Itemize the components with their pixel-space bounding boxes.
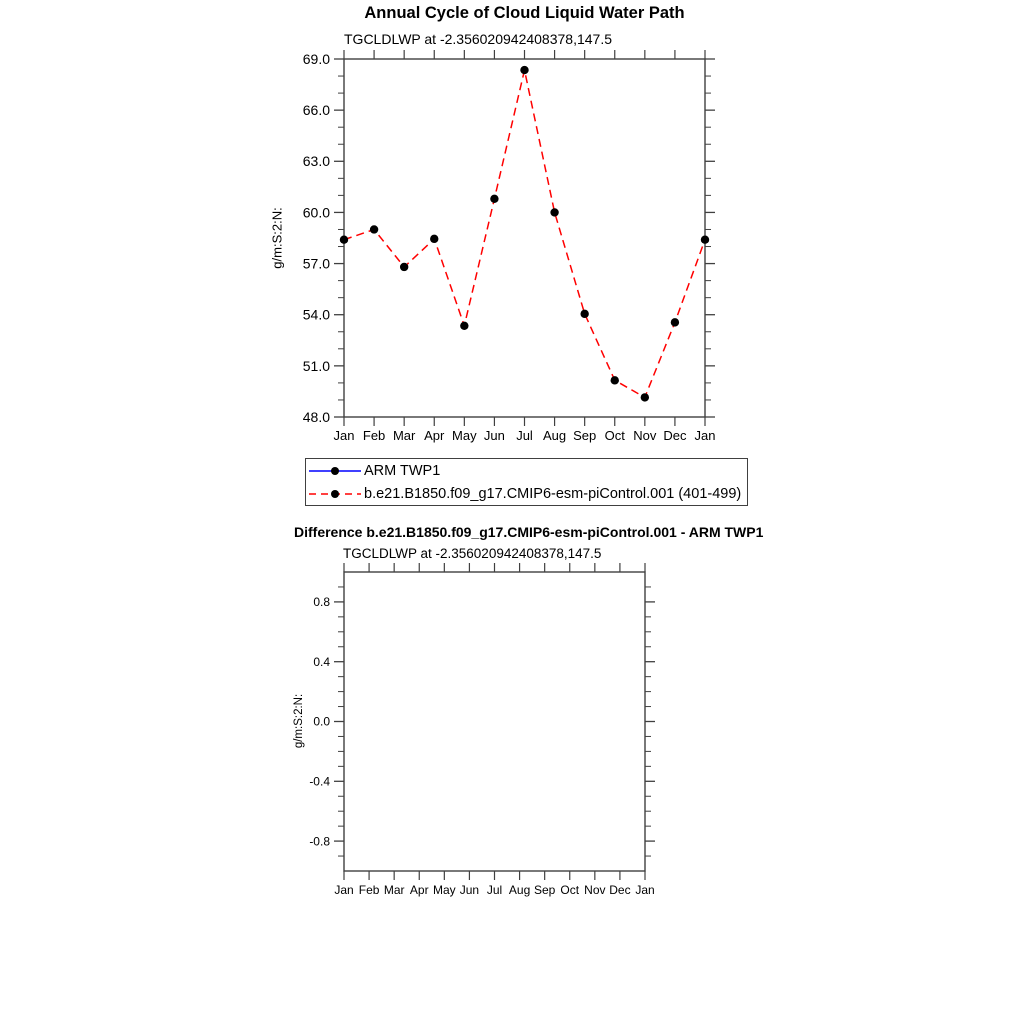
difference-x-tick-label: Jul bbox=[486, 883, 503, 897]
legend-sample-arm-line-icon bbox=[308, 465, 362, 477]
difference-y-tick-label: 0.0 bbox=[313, 714, 330, 729]
top-data-point-mar-2 bbox=[400, 263, 408, 271]
legend-sample-model-line-icon bbox=[308, 488, 362, 500]
difference-x-tick-label: Sep bbox=[533, 883, 556, 897]
top-data-point-may-4 bbox=[460, 322, 468, 330]
difference-chart-subtitle: TGCLDLWP at -2.356020942408378,147.5 bbox=[343, 546, 602, 561]
top-x-tick-label: Jun bbox=[483, 428, 505, 443]
chart-legend bbox=[305, 458, 748, 506]
difference-x-tick-label: Aug bbox=[508, 883, 531, 897]
top-data-point-jul-6 bbox=[520, 66, 528, 74]
top-y-tick-label: 57.0 bbox=[302, 255, 330, 272]
legend-item-model bbox=[308, 482, 747, 505]
difference-x-tick-label: Oct bbox=[560, 883, 580, 897]
top-chart-subtitle: TGCLDLWP at -2.356020942408378,147.5 bbox=[344, 31, 613, 47]
top-x-tick-label: Aug bbox=[543, 428, 567, 443]
top-data-point-aug-7 bbox=[550, 208, 558, 216]
top-y-tick-label: 60.0 bbox=[302, 204, 330, 221]
top-data-point-jan-0 bbox=[340, 236, 348, 244]
difference-plot-frame bbox=[344, 572, 645, 871]
difference-y-tick-label: 0.4 bbox=[313, 654, 330, 669]
top-y-tick-label: 66.0 bbox=[302, 102, 330, 119]
top-data-point-nov-10 bbox=[641, 393, 649, 401]
top-series-line bbox=[344, 70, 705, 397]
top-x-tick-label: Feb bbox=[362, 428, 386, 443]
top-plot-frame bbox=[344, 59, 705, 417]
legend-label-model: b.e21.B1850.f09_g17.CMIP6-esm-piControl.001 (401-499) bbox=[364, 485, 742, 502]
top-x-tick-label: Jul bbox=[516, 428, 533, 443]
top-x-tick-label: Sep bbox=[573, 428, 597, 443]
difference-y-tick-label: -0.4 bbox=[309, 774, 330, 789]
top-x-tick-label: Mar bbox=[392, 428, 416, 443]
difference-x-tick-label: Nov bbox=[584, 883, 606, 897]
top-y-tick-label: 51.0 bbox=[302, 357, 330, 374]
difference-x-tick-label: Jan bbox=[635, 883, 655, 897]
top-data-point-oct-9 bbox=[611, 376, 619, 384]
top-data-point-feb-1 bbox=[370, 225, 378, 233]
top-chart-y-axis-label: g/m:S:2:N: bbox=[269, 207, 285, 269]
difference-x-tick-label: May bbox=[432, 883, 456, 897]
legend-label-arm-twp1: ARM TWP1 bbox=[364, 462, 441, 479]
top-data-point-apr-3 bbox=[430, 235, 438, 243]
top-y-tick-label: 48.0 bbox=[302, 408, 330, 425]
top-x-tick-label: Jan bbox=[333, 428, 355, 443]
top-x-tick-label: Dec bbox=[663, 428, 687, 443]
difference-y-tick-label: -0.8 bbox=[309, 834, 330, 849]
difference-x-tick-label: Feb bbox=[358, 883, 380, 897]
top-y-tick-label: 54.0 bbox=[302, 306, 330, 323]
top-x-tick-label: Apr bbox=[424, 428, 445, 443]
top-data-point-jan-12 bbox=[701, 236, 709, 244]
difference-y-tick-label: 0.8 bbox=[313, 595, 330, 610]
difference-x-tick-label: Apr bbox=[409, 883, 429, 897]
difference-x-tick-label: Jun bbox=[459, 883, 480, 897]
top-data-point-jun-5 bbox=[490, 195, 498, 203]
top-x-tick-label: Nov bbox=[633, 428, 657, 443]
legend-item-arm-twp1 bbox=[308, 459, 747, 482]
top-data-point-dec-11 bbox=[671, 318, 679, 326]
top-chart-title: Annual Cycle of Cloud Liquid Water Path bbox=[364, 4, 685, 22]
difference-x-tick-label: Mar bbox=[383, 883, 405, 897]
difference-chart-y-axis-label: g/m:S:2:N: bbox=[293, 693, 305, 749]
top-data-point-sep-8 bbox=[580, 310, 588, 318]
difference-x-tick-label: Dec bbox=[609, 883, 631, 897]
top-x-tick-label: Jan bbox=[694, 428, 716, 443]
top-x-tick-label: Oct bbox=[604, 428, 625, 443]
difference-chart-title: Difference b.e21.B1850.f09_g17.CMIP6-esm-piControl.001 - ARM TWP1 bbox=[294, 524, 764, 540]
top-x-tick-label: May bbox=[452, 428, 477, 443]
top-y-tick-label: 69.0 bbox=[302, 50, 330, 67]
difference-x-tick-label: Jan bbox=[334, 883, 354, 897]
top-y-tick-label: 63.0 bbox=[302, 153, 330, 170]
